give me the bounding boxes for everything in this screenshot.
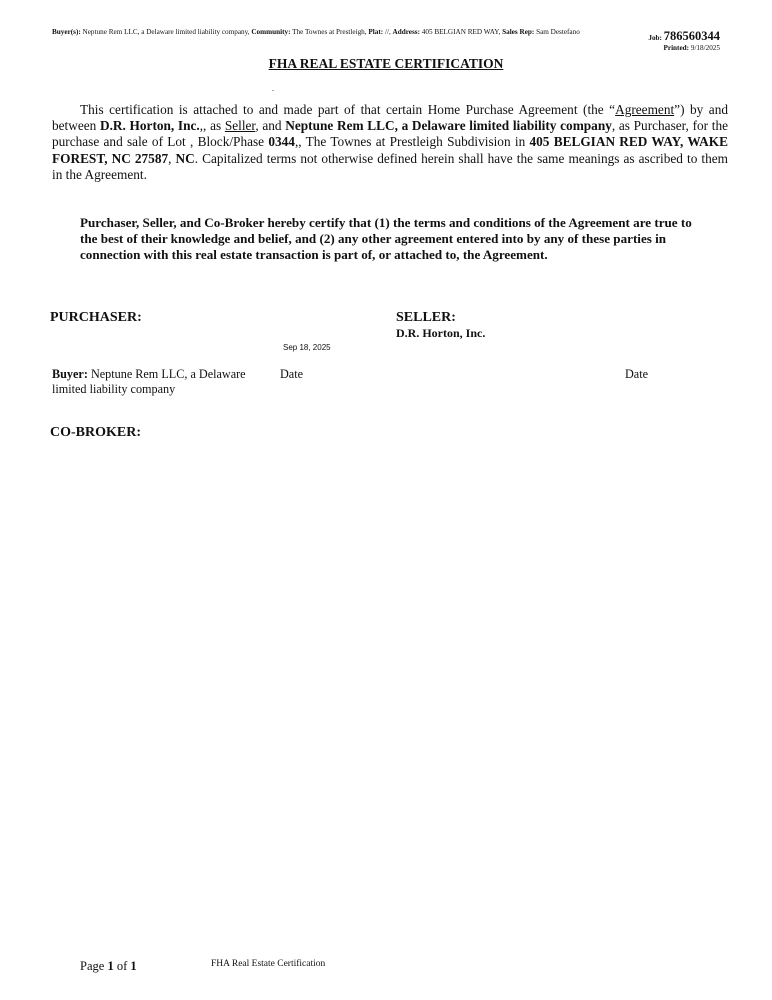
buyer-signature-block [52,367,262,396]
buyer-label: Buyer: [52,367,88,381]
community-label: Community: [251,28,291,36]
address-value: 405 BELGIAN RED WAY, [421,28,501,36]
p1-text-6: ,, The Townes at Prestleigh Subdivision in [294,134,530,150]
seller-date-label: Date [625,367,649,381]
job-number: 786560344 [663,29,720,43]
page-of: of [113,959,131,973]
signature-date: Sep 18, 2025 [283,343,331,352]
p1-text-1: This certification is attached to and made part of that certain Home Purchase Agreement (the “ [80,102,616,117]
footer-document-title: FHA Real Estate Certification [211,959,326,969]
seller-name: D.R. Horton, Inc. [396,326,486,340]
p1-text-3: ,, as [199,118,225,134]
job-label: Job: [648,34,662,42]
p1-text-8: . Capitalized terms not otherwise defined herein shall have the same meanings as ascribed to them in the Agreement. [52,150,728,182]
stray-mark: . [272,84,274,93]
community-value: The Townes at Prestleigh, [292,28,367,36]
p1-seller-word: Seller [224,118,256,134]
page-prefix: Page [80,959,108,973]
p1-text-7: , [168,150,176,166]
co-broker-heading: CO-BROKER: [50,425,141,440]
p1-text-2: ”) by and between [52,102,728,134]
plat-value: //, [384,28,391,36]
p1-seller-name: D.R. Horton, Inc. [100,118,200,134]
sales-rep-value: Sam Destefano [536,28,580,36]
p1-block: 0344 [268,134,295,150]
page-title: FHA REAL ESTATE CERTIFICATION [268,56,504,71]
address-label: Address: [392,28,420,36]
sales-rep-label: Sales Rep: [502,28,535,36]
certify-paragraph: Purchaser, Seller, and Co-Broker hereby certify that (1) the terms and conditions of the Agreement are true to the best of their knowledge and belief, and (2) any other agreement entered into by any of these parties in connection with this real estate transaction is part of, or attached to, the Agreement. [80,215,692,263]
page-current: 1 [107,959,114,973]
printed-date: 9/18/2025 [690,44,720,52]
document-header-info [52,28,612,38]
p1-purchaser-name: Neptune Rem LLC, a Delaware limited liability company [285,118,612,134]
buyers-value: Neptune Rem LLC, a Delaware limited liability company, [82,28,250,36]
purchaser-date-label: Date [280,367,304,381]
job-info [648,31,720,53]
p1-text-4: , and [255,118,286,134]
seller-heading: SELLER: [396,310,456,325]
purchaser-heading: PURCHASER: [50,310,142,325]
printed-label: Printed: [663,44,690,52]
page-number [80,959,137,974]
p1-text-5: , as Purchaser, for the purchase and sale of Lot , Block/Phase [52,118,729,150]
p1-address: 405 BELGIAN RED WAY, WAKE FOREST, NC 27587 [52,134,728,166]
p1-state: NC [175,150,195,166]
buyers-label: Buyer(s): [52,28,81,36]
p1-agreement: Agreement [615,102,675,117]
buyer-name: Neptune Rem LLC, a Delaware limited liability company [52,367,246,396]
plat-label: Plat: [368,28,384,36]
certification-paragraph [52,102,728,183]
page-total: 1 [130,959,137,973]
